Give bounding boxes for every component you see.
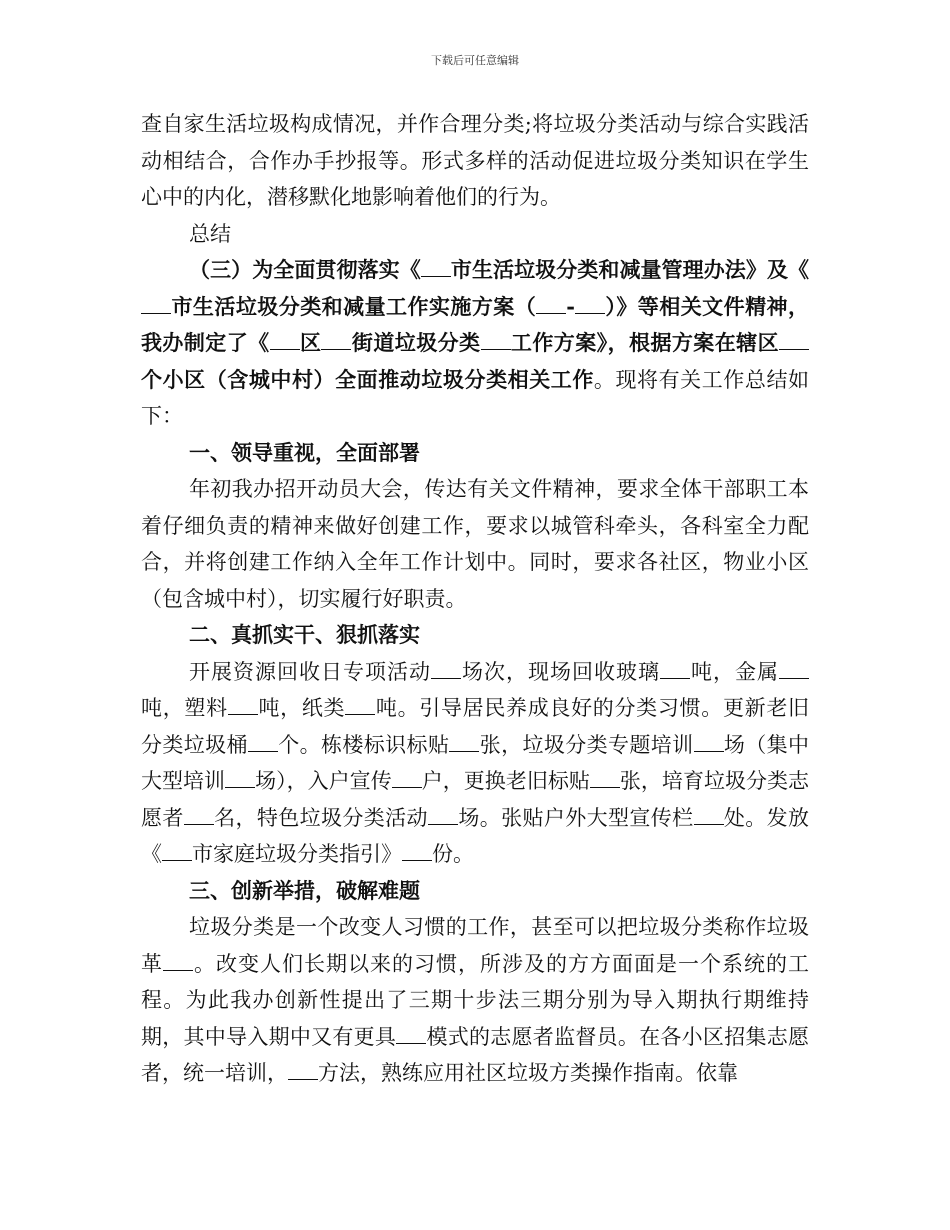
blank-line (428, 806, 458, 825)
blank-line (396, 1025, 426, 1044)
blank-line (536, 295, 566, 314)
blank-line (141, 295, 171, 314)
paragraph-section-1: 年初我办招开动员大会，传达有关文件精神，要求全体干部职工本着仔细负责的精神来做好创建工作，要求以城管科牵头，各科室全力配合，并将创建工作纳入全年工作计划中。同时，要求各社区，物业小区（包含城中村），切实履行好职责。 (141, 477, 809, 611)
blank-line (228, 696, 258, 715)
blank-line (270, 331, 300, 350)
blank-line (321, 331, 351, 350)
blank-line (590, 769, 620, 788)
blank-line (421, 258, 451, 277)
intro-bold-part: （三）为全面贯彻落实《 市生活垃圾分类和减量管理办法》及《市生活垃圾分类和减量工作实施方案（ - ）》等相关文件精神，我办制定了《 区 街道垃圾分类 工作方案》，根据方案在辖区个小区（含城中村）全面推动垃圾分类相关工作 (141, 257, 810, 392)
blank-line (225, 769, 255, 788)
blank-line (575, 295, 605, 314)
document-body (141, 106, 809, 1092)
blank-line (431, 660, 461, 679)
blank-line (449, 733, 479, 752)
page-header: 下载后可任意编辑 (431, 54, 519, 67)
blank-line (694, 806, 724, 825)
paragraph-summary-label: 总结 (189, 221, 231, 246)
section-heading-3: 三、创新举措，破解难题 (189, 877, 420, 903)
blank-line (392, 769, 422, 788)
paragraph-intro: （三）为全面贯彻落实《 市生活垃圾分类和减量管理办法》及《市生活垃圾分类和减量工作实施方案（ - ）》等相关文件精神，我办制定了《 区 街道垃圾分类 工作方案》，根据方案在辖区个小区（含城中村）全面推动垃圾分类相关工作。现将有关工作总结如下： (141, 257, 810, 428)
blank-line (345, 696, 375, 715)
paragraph-section-2: 开展资源回收日专项活动 场次，现场回收玻璃 吨，金属吨，塑料 吨，纸类 吨。引导居民养成良好的分类习惯。更新老旧分类垃圾桶 个。栋楼标识标贴 张，垃圾分类专题培训 场（集中大型培训 场），入户宣传 户，更换老旧标贴 张，培育垃圾分类志愿者 名，特色垃圾分类活动 场。张贴户外大型宣传栏 处。发放《 市家庭垃圾分类指引》 份。 (141, 659, 810, 866)
blank-line (402, 842, 432, 861)
blank-line (481, 331, 511, 350)
blank-line (163, 952, 193, 971)
blank-line (694, 733, 724, 752)
blank-line (248, 733, 278, 752)
paragraph-section-3: 垃圾分类是一个改变人习惯的工作，甚至可以把垃圾分类称作垃圾革 。改变人们长期以来的习惯，所涉及的方方面面是一个系统的工程。为此我办创新性提出了三期十步法三期分别为导入期执行期维持期，其中导入期中又有更具 模式的志愿者监督员。在各小区招集志愿者，统一培训， 方法，熟练应用社区垃圾方类操作指南。依靠 (141, 915, 810, 1085)
blank-line (184, 806, 214, 825)
blank-line (162, 842, 192, 861)
section-heading-2: 二、真抓实干、狠抓落实 (189, 622, 420, 647)
blank-line (779, 331, 809, 350)
blank-line (660, 660, 690, 679)
section-heading-1: 一、领导重视，全面部署 (189, 439, 420, 465)
blank-line (288, 1061, 318, 1080)
paragraph-continued: 查自家生活垃圾构成情况，并作合理分类;将垃圾分类活动与综合实践活动相结合，合作办手抄报等。形式多样的活动促进垃圾分类知识在学生心中的内化，潜移默化地影响着他们的行为。 (141, 112, 809, 209)
blank-line (779, 660, 809, 679)
